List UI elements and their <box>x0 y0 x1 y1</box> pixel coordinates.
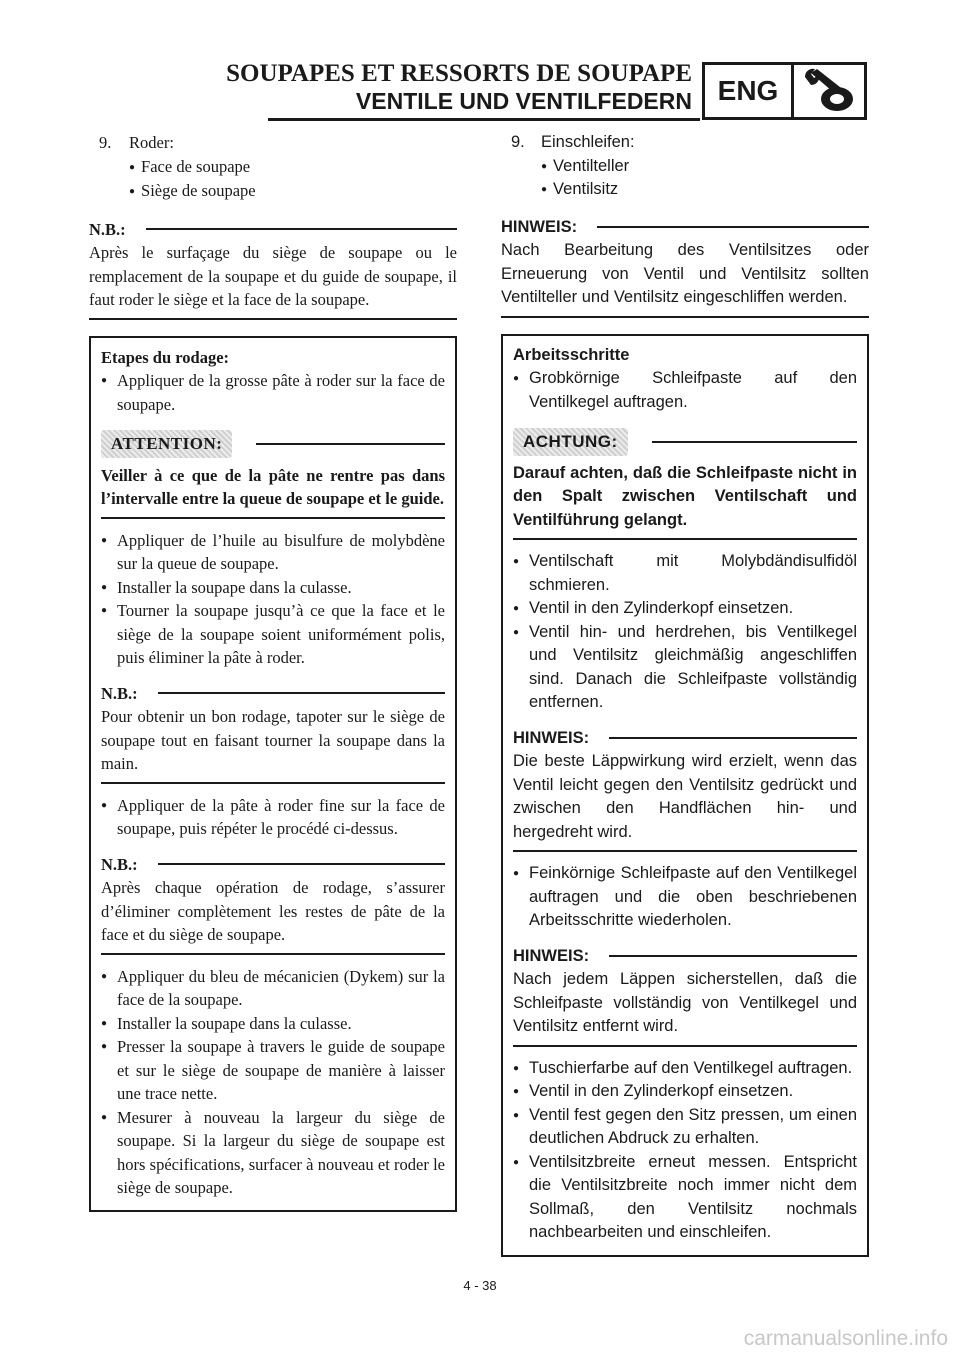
caution-heading <box>101 430 445 458</box>
caution-rule <box>513 538 857 540</box>
note-text: Pour obtenir un bon rodage, tapoter sur le siège de soupape tout en faisant tourner la soupape dans la main. <box>101 707 445 773</box>
watermark: carmanualsonline.info <box>743 1327 948 1350</box>
procedure-box <box>89 336 457 1212</box>
note-heading: N.B.: <box>89 218 457 242</box>
note-heading: N.B.: <box>101 682 445 706</box>
engine-wrench-icon <box>794 65 864 117</box>
procedure-step: ● Grobkörnige Schleifpaste auf den Ventilkegel auftragen. <box>513 367 857 414</box>
step-sub-item: ● Face de soupape <box>89 155 457 180</box>
header-title-de: VENTILE UND VENTILFEDERN <box>355 88 692 114</box>
note-text: Nach jedem Läppen sicherstellen, daß die Schleifpaste vollständig von Ventilkegel und Ventilsitz entfernt wird. <box>513 970 857 1035</box>
note-rule <box>513 850 857 852</box>
procedure-title: Arbeitsschritte <box>513 345 630 364</box>
procedure-step: ● Presser la soupape à travers le guide de soupape et sur le siège de soupape de manière à laisser une trace nette. <box>101 1035 445 1106</box>
note-rule <box>89 318 457 320</box>
header-rule <box>268 118 700 121</box>
procedure-step: ● Ventilsitzbreite erneut messen. Entspricht die Ventilsitzbreite noch immer nicht dem Sollmaß, den Ventilsitz nochmals nachbearbeiten und einschleifen. <box>513 1151 857 1245</box>
note-heading: HINWEIS: <box>513 727 857 751</box>
procedure-step: ● Appliquer du bleu de mécanicien (Dykem) sur la face de la soupape. <box>101 965 445 1012</box>
procedure-step: ● Tuschierfarbe auf den Ventilkegel auftragen. <box>513 1057 857 1081</box>
eng-label: ENG <box>705 65 794 117</box>
section-badge <box>702 62 867 120</box>
procedure-step: ● Ventil in den Zylinderkopf einsetzen. <box>513 1080 857 1104</box>
procedure-box <box>501 334 869 1257</box>
caution-text: Darauf achten, daß die Schleifpaste nicht in den Spalt zwischen Ventilschaft und Ventilführung gelangt. <box>513 463 857 529</box>
header-title-fr: SOUPAPES ET RESSORTS DE SOUPAPE <box>226 60 692 87</box>
column-german <box>501 128 869 1257</box>
procedure-step: ● Feinkörnige Schleifpaste auf den Ventilkegel auftragen und die oben beschriebenen Arbeitsschritte wiederholen. <box>513 862 857 933</box>
procedure-step: ● Ventil hin- und herdrehen, bis Ventilkegel und Ventilsitz gleichmäßig angeschliffen sind. Danach die Schleifpaste vollständig entfernen. <box>513 621 857 715</box>
procedure-step: ● Ventilschaft mit Molybdändisulfidöl schmieren. <box>513 550 857 597</box>
note-text: Die beste Läppwirkung wird erzielt, wenn das Ventil leicht gegen den Ventilsitz gedrückt und zwischen den Handflächen hin- und hergedreht wird. <box>513 752 857 841</box>
procedure-step: ● Ventil fest gegen den Sitz pressen, um einen deutlichen Abdruck zu erhalten. <box>513 1104 857 1151</box>
procedure-step: ● Appliquer de la pâte à roder fine sur la face de soupape, puis répéter le procédé ci-dessus. <box>101 794 445 841</box>
procedure-step: ● Appliquer de l’huile au bisulfure de molybdène sur la queue de soupape. <box>101 529 445 576</box>
note-rule <box>101 953 445 955</box>
caution-rule <box>101 517 445 519</box>
caution-text: Veiller à ce que de la pâte ne rentre pas dans l’intervalle entre la queue de soupape et le guide. <box>101 465 445 508</box>
note-text: Après chaque opération de rodage, s’assurer d’éliminer complètement les restes de pâte de la face et du siège de soupape. <box>101 878 445 944</box>
procedure-step: ● Ventil in den Zylinderkopf einsetzen. <box>513 597 857 621</box>
caution-heading <box>513 428 857 456</box>
procedure-step: ● Appliquer de la grosse pâte à roder sur la face de soupape. <box>101 369 445 416</box>
step-sub-item: ● Ventilsitz <box>501 178 869 202</box>
procedure-step: ● Installer la soupape dans la culasse. <box>101 576 445 600</box>
page-number: 4 - 38 <box>463 1278 497 1293</box>
note-text: Après le surfaçage du siège de soupape ou le remplacement de la soupape et du guide de soupape, il faut roder le siège et la face de la soupape. <box>89 243 457 309</box>
note-rule <box>501 316 869 318</box>
note-rule <box>101 782 445 784</box>
column-french <box>89 128 457 1212</box>
note-rule <box>513 1045 857 1047</box>
note-heading: HINWEIS: <box>513 945 857 969</box>
step-title: 9. Einschleifen: <box>511 133 635 151</box>
step-title: 9. Roder: <box>99 133 174 152</box>
step-sub-item: ● Ventilteller <box>501 155 869 179</box>
procedure-step: ● Tourner la soupape jusqu’à ce que la face et le siège de la soupape soient uniformément polis, puis éliminer la pâte à roder. <box>101 599 445 670</box>
note-text: Nach Bearbeitung des Ventilsitzes oder Erneuerung von Ventil und Ventilsitz sollten Ventilteller und Ventilsitz eingeschliffen werden. <box>501 241 869 306</box>
procedure-title: Etapes du rodage: <box>101 347 230 367</box>
procedure-step: ● Installer la soupape dans la culasse. <box>101 1012 445 1036</box>
note-heading: HINWEIS: <box>501 216 869 240</box>
caution-badge: ATTENTION: <box>101 430 232 458</box>
note-heading: N.B.: <box>101 853 445 877</box>
step-sub-item: ● Siège de soupape <box>89 179 457 204</box>
procedure-step: ● Mesurer à nouveau la largeur du siège de soupape. Si la largeur du siège de soupape est hors spécifications, surfacer à nouveau et roder le siège de soupape. <box>101 1106 445 1200</box>
caution-badge: ACHTUNG: <box>513 428 628 456</box>
